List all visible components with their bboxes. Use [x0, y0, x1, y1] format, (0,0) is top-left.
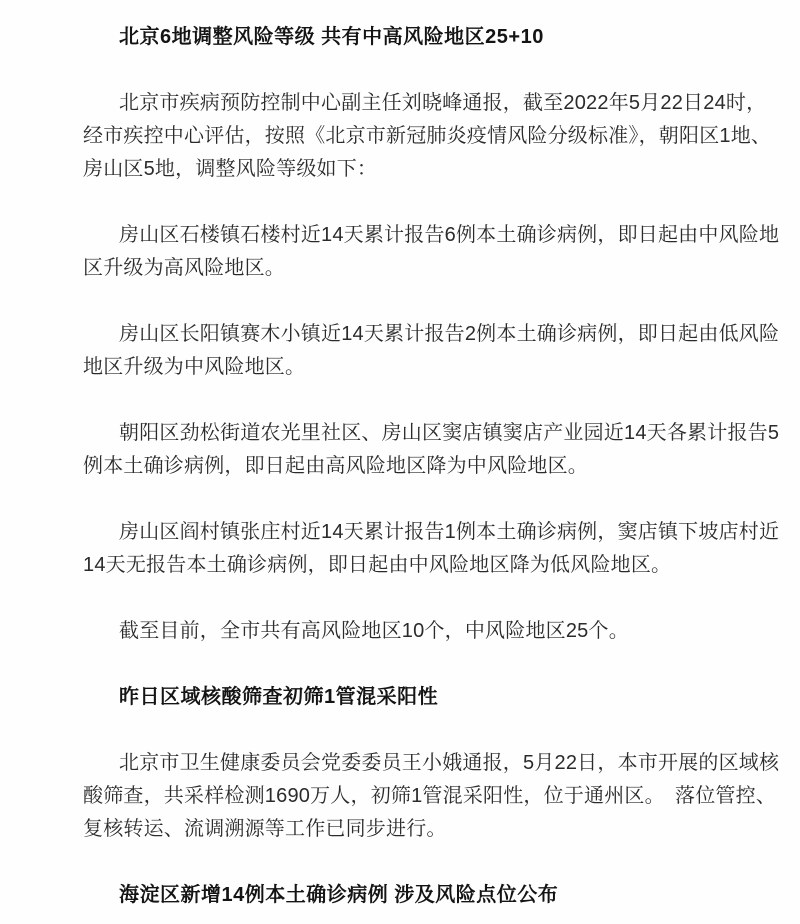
text-line: 复核转运、流调溯源等工作已同步进行。	[83, 818, 447, 840]
text-line: 地区升级为中风险地区。	[83, 356, 306, 378]
text-line: 朝阳区劲松街道农光里社区、房山区窦店镇窦店产业园近14天各累计报告5	[119, 422, 780, 444]
heading-risk-level-adjustment: 北京6地调整风险等级 共有中高风险地区25+10	[119, 26, 544, 48]
paragraph-screening-result	[83, 747, 780, 846]
text-line: 房山区长阳镇赛木小镇近14天累计报告2例本土确诊病例，即日起由低风险	[119, 323, 780, 345]
text-line: 14天无报告本土确诊病例，即日起由中风险地区降为低风险地区。	[83, 554, 672, 576]
text-line: 北京市卫生健康委员会党委委员王小娥通报，5月22日，本市开展的区域核	[119, 752, 780, 774]
text-line: 北京市疾病预防控制中心副主任刘晓峰通报，截至2022年5月22日24时，	[119, 92, 767, 114]
paragraph-shilou-upgrade	[83, 219, 780, 285]
paragraph-yancun-downgrade	[83, 516, 780, 582]
text-line: 经市疾控中心评估，按照《北京市新冠肺炎疫情风险分级标准》，朝阳区1地、	[83, 125, 772, 147]
paragraph-changyang-upgrade	[83, 318, 780, 384]
text-line: 房山区5地，调整风险等级如下：	[83, 158, 378, 180]
heading-haidian-new-cases: 海淀区新增14例本土确诊病例 涉及风险点位公布	[119, 884, 559, 906]
heading-nucleic-acid-screening: 昨日区域核酸筛查初筛1管混采阳性	[119, 686, 439, 708]
paragraph-chaoyang-fangshan-downgrade	[83, 417, 780, 483]
text-line: 区升级为高风险地区。	[83, 257, 285, 279]
text-line: 房山区阎村镇张庄村近14天累计报告1例本土确诊病例，窦店镇下坡店村近	[119, 521, 780, 543]
text-line: 房山区石楼镇石楼村近14天累计报告6例本土确诊病例，即日起由中风险地	[119, 224, 780, 246]
paragraph-cdc-announcement	[83, 87, 774, 186]
text-line: 酸筛查，共采样检测1690万人，初筛1管混采阳性，位于通州区。 落位管控、	[83, 785, 777, 807]
text-line: 截至目前，全市共有高风险地区10个，中风险地区25个。	[119, 620, 629, 642]
paragraph-current-totals	[83, 615, 774, 648]
text-line: 例本土确诊病例，即日起由高风险地区降为中风险地区。	[83, 455, 588, 477]
